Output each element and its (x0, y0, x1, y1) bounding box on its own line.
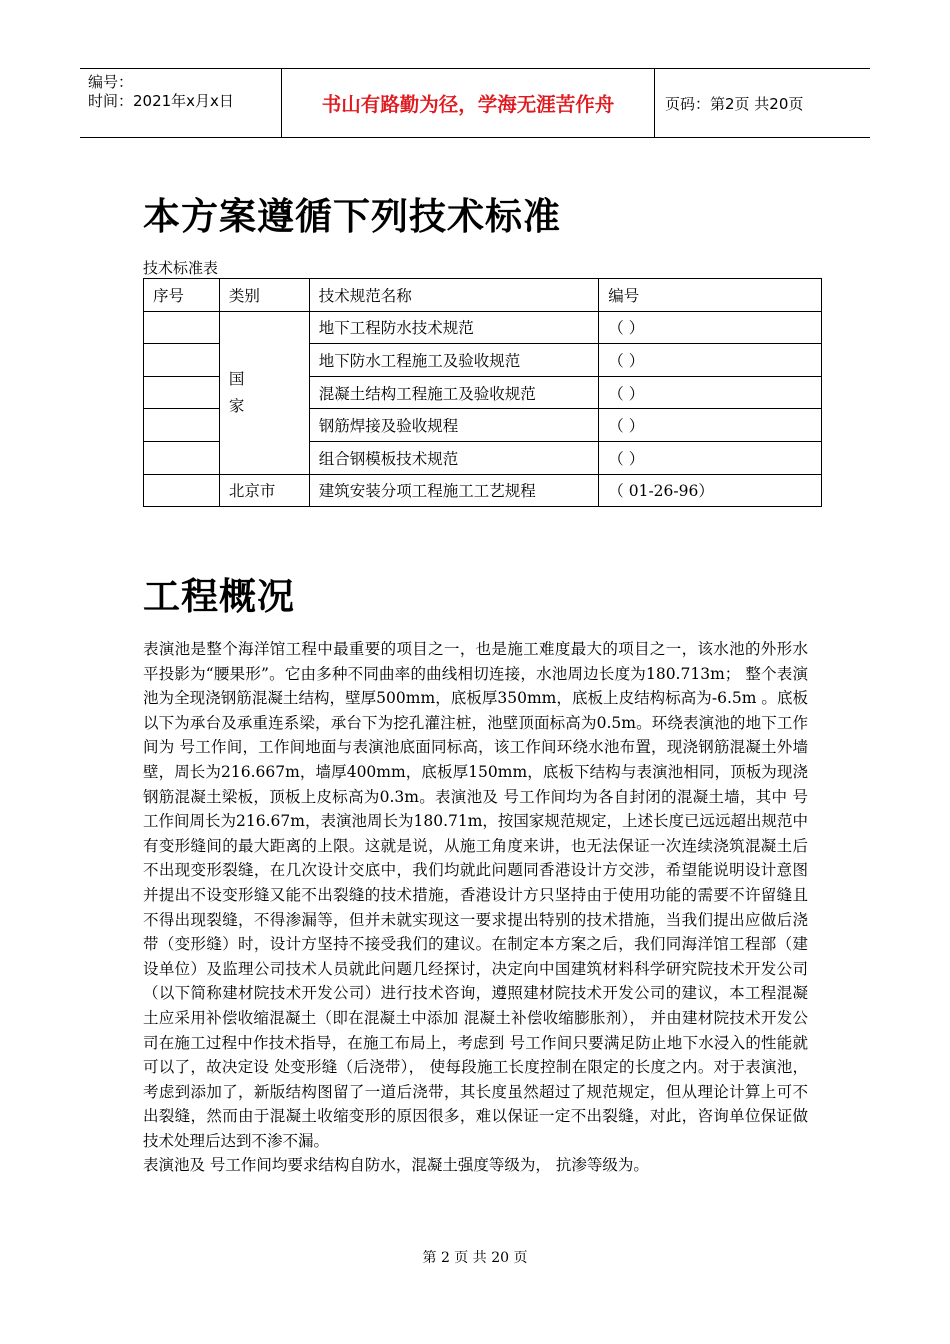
column-header-seq: 序号 (144, 279, 220, 312)
overview-body (143, 637, 808, 1178)
cell-standard-code: （ ） (599, 311, 822, 344)
overview-paragraph-1: 表演池是整个海洋馆工程中最重要的项目之一，也是施工难度最大的项目之一，该水池的外形水平投影为“腰果形”。它由多种不同曲率的曲线相切连接，水池周边长度为180.713m； 整个表演池为全现浇钢筋混凝土结构，壁厚500mm，底板厚350mm，底板上皮结构标高为-6.5m 。底板以下为承台及承重连系梁，承台下为挖孔灌注桩，池壁顶面标高为0.5m。环绕表演池的地下工作间为 号工作间，工作间地面与表演池底面同标高，该工作间环绕水池布置，现浇钢筋混凝土外墙壁，周长为216.667m，墙厚400mm，底板厚150mm，底板下结构与表演池相同，顶板为现浇钢筋混凝土梁板，顶板上皮标高为0.3m。表演池及 号工作间均为各自封闭的混凝土墙，其中 号工作间周长为216.67m，表演池周长为180.71m，按国家规范规定，上述长度已远远超出规范中有变形缝间的最大距离的上限。这就是说，从施工角度来讲，也无法保证一次连续浇筑混凝土后不出现变形裂缝，在几次设计交底中，我们均就此问题同香港设计方交涉，希望能说明设计意图并提出不设变形缝又能不出裂缝的技术措施，香港设计方只坚持由于使用功能的需要不许留缝且不得出现裂缝，不得渗漏等，但并未就实现这一要求提出特别的技术措施，当我们提出应做后浇带（变形缝）时，设计方坚持不接受我们的建议。在制定本方案之后，我们同海洋馆工程部（建设单位）及监理公司技术人员就此问题几经探讨，决定向中国建筑材料科学研究院技术开发公司（以下简称建材院技术开发公司）进行技术咨询，遵照建材院技术开发公司的建议，本工程混凝土应采用补偿收缩混凝土（即在混凝土中添加 混凝土补偿收缩膨胀剂）， 并由建材院技术开发公司在施工过程中作技术指导，在施工布局上，考虑到 号工作间只要满足防止地下水浸入的性能就可以了，故决定设 处变形缝（后浇带）， 使每段施工长度控制在限定的长度之内。对于表演池，考虑到添加了，新版结构图留了一道后浇带，其长度虽然超过了规范规定，但从理论计算上可不出裂缝，然而由于混凝土收缩变形的原因很多，难以保证一定不出裂缝，对此，咨询单位保证做技术处理后达到不渗不漏。 (143, 640, 808, 1150)
column-header-name: 技术规范名称 (309, 279, 599, 312)
page-header (80, 68, 870, 138)
cell-seq (144, 441, 220, 474)
column-header-code: 编号 (599, 279, 822, 312)
page-footer: 第 2 页 共 20 页 (422, 1250, 528, 1266)
table-caption: 技术标准表 (143, 259, 219, 277)
overview-paragraph-2: 表演池及 号工作间均要求结构自防水，混凝土强度等级为， 抗渗等级为。 (143, 1156, 649, 1175)
table-header-row (144, 279, 822, 312)
cell-seq (144, 474, 220, 507)
header-meta (80, 69, 282, 137)
cell-standard-name: 组合钢模板技术规范 (309, 441, 599, 474)
table-row (144, 474, 822, 507)
header-time-label: 时间：2021年x月x日 (88, 92, 234, 110)
cell-standard-code: （ ） (599, 441, 822, 474)
section-title-standards: 本方案遵循下列技术标准 (143, 195, 561, 238)
cell-standard-code: （ ） (599, 376, 822, 409)
cell-category-national (219, 311, 309, 474)
category-national-line1: 国 (228, 369, 245, 388)
cell-standard-code: （ ） (599, 344, 822, 377)
cell-seq (144, 311, 220, 344)
cell-standard-name: 地下防水工程施工及验收规范 (309, 344, 599, 377)
column-header-category: 类别 (219, 279, 309, 312)
cell-category-beijing: 北京市 (219, 474, 309, 507)
cell-standard-name: 混凝土结构工程施工及验收规范 (309, 376, 599, 409)
header-number-label: 编号： (88, 73, 134, 91)
cell-seq (144, 344, 220, 377)
cell-standard-code: （ 01-26-96） (599, 474, 822, 507)
cell-seq (144, 376, 220, 409)
cell-standard-name: 建筑安装分项工程施工工艺规程 (309, 474, 599, 507)
section-title-overview: 工程概况 (143, 575, 295, 618)
cell-seq (144, 409, 220, 442)
table-row (144, 311, 822, 344)
cell-standard-name: 地下工程防水技术规范 (309, 311, 599, 344)
category-national-line2: 家 (228, 396, 245, 415)
cell-standard-code: （ ） (599, 409, 822, 442)
cell-standard-name: 钢筋焊接及验收规程 (309, 409, 599, 442)
standards-table (143, 278, 822, 507)
header-motto: 书山有路勤为径，学海无涯苦作舟 (282, 69, 655, 137)
header-page-info: 页码：第2页 共20页 (665, 94, 804, 113)
